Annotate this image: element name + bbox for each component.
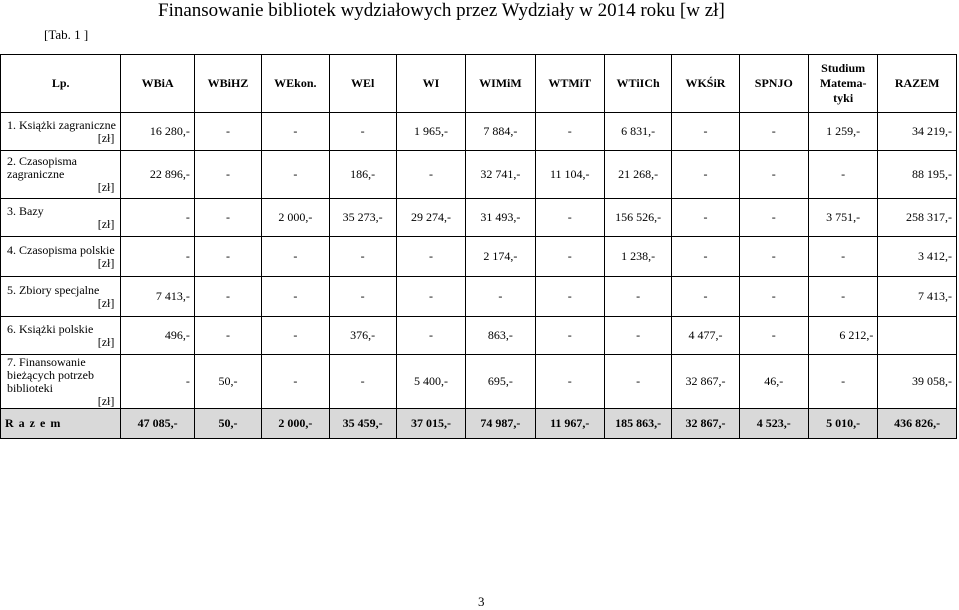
value-cell: 22 896,-: [121, 151, 194, 199]
row-label: 2. Czasopisma zagraniczne: [7, 154, 77, 181]
page-number: 3: [478, 594, 485, 609]
value-cell: 156 526,-: [604, 199, 671, 237]
total-value-cell: 4 523,-: [739, 409, 808, 439]
value-cell: 32 741,-: [466, 151, 535, 199]
value-cell: -: [604, 277, 671, 317]
row-label-cell: [1, 237, 121, 277]
value-cell: 4 477,-: [672, 317, 739, 355]
value-cell: -: [672, 237, 739, 277]
total-value-cell: 185 863,-: [604, 409, 671, 439]
value-cell: -: [396, 151, 465, 199]
column-header: WIMiM: [466, 55, 535, 113]
total-value-cell: 2 000,-: [262, 409, 329, 439]
value-cell: 695,-: [466, 355, 535, 409]
column-header: Studium Matema-tyki: [808, 55, 877, 113]
row-unit: [zł]: [97, 393, 115, 408]
value-cell: -: [262, 317, 329, 355]
value-cell: 1 238,-: [604, 237, 671, 277]
row-label: 7. Finansowanie bieżących potrzeb biblioteki: [7, 354, 94, 395]
value-cell: 46,-: [739, 355, 808, 409]
row-unit: [zł]: [97, 255, 115, 270]
column-header: WEl: [329, 55, 396, 113]
row-label-cell: [1, 151, 121, 199]
value-cell: 863,-: [466, 317, 535, 355]
column-header: WEkon.: [262, 55, 329, 113]
column-header: Lp.: [1, 55, 121, 113]
row-unit: [zł]: [97, 180, 115, 194]
value-cell: -: [396, 317, 465, 355]
value-cell: -: [194, 277, 261, 317]
value-cell: 376,-: [329, 317, 396, 355]
table-row: [1, 199, 957, 237]
value-cell: 16 280,-: [121, 113, 194, 151]
table-row: [1, 277, 957, 317]
value-cell: -: [262, 277, 329, 317]
column-header: WI: [396, 55, 465, 113]
row-total-cell: 6 212,-: [808, 317, 877, 355]
page-title: Finansowanie bibliotek wydziałowych przez Wydziały w 2014 roku [w zł]: [158, 0, 725, 21]
value-cell: 7 884,-: [466, 113, 535, 151]
table-row: [1, 317, 957, 355]
value-cell: -: [808, 355, 877, 409]
row-total-cell: 3 412,-: [878, 237, 957, 277]
value-cell: -: [329, 237, 396, 277]
row-total-cell: 39 058,-: [878, 355, 957, 409]
total-value-cell: 37 015,-: [396, 409, 465, 439]
row-label-cell: [1, 355, 121, 409]
value-cell: 1 965,-: [396, 113, 465, 151]
table-row: [1, 237, 957, 277]
value-cell: -: [672, 277, 739, 317]
total-value-cell: 11 967,-: [535, 409, 604, 439]
value-cell: 186,-: [329, 151, 396, 199]
value-cell: -: [329, 355, 396, 409]
row-label-cell: [1, 277, 121, 317]
total-row: [1, 409, 957, 439]
column-header-total: RAZEM: [878, 55, 957, 113]
column-header: WKŚiR: [672, 55, 739, 113]
value-cell: 32 867,-: [672, 355, 739, 409]
value-cell: -: [466, 277, 535, 317]
total-value-cell: 74 987,-: [466, 409, 535, 439]
value-cell: 2 174,-: [466, 237, 535, 277]
value-cell: -: [262, 355, 329, 409]
value-cell: -: [739, 113, 808, 151]
total-value-cell: 35 459,-: [329, 409, 396, 439]
total-value-cell: 5 010,-: [808, 409, 877, 439]
value-cell: -: [739, 317, 808, 355]
row-label-cell: [1, 317, 121, 355]
value-cell: -: [194, 113, 261, 151]
total-value-cell: 436 826,-: [878, 409, 957, 439]
table-row: [1, 355, 957, 409]
value-cell: -: [121, 355, 194, 409]
table-number-label: [Tab. 1 ]: [44, 27, 89, 42]
row-unit: [zł]: [97, 216, 115, 231]
row-label: 4. Czasopisma polskie: [7, 242, 115, 257]
column-header: WTiICh: [604, 55, 671, 113]
value-cell: 2 000,-: [262, 199, 329, 237]
value-cell: -: [739, 199, 808, 237]
value-cell: -: [739, 237, 808, 277]
value-cell: -: [194, 199, 261, 237]
row-unit: [zł]: [97, 130, 115, 145]
value-cell: -: [535, 199, 604, 237]
value-cell: 11 104,-: [535, 151, 604, 199]
value-cell: -: [262, 237, 329, 277]
total-label: R a z e m: [1, 409, 121, 439]
row-label: 5. Zbiory specjalne: [7, 282, 100, 297]
table-header-row: [1, 55, 957, 113]
value-cell: -: [262, 151, 329, 199]
total-value-cell: 50,-: [194, 409, 261, 439]
value-cell: -: [535, 237, 604, 277]
column-header: WTMiT: [535, 55, 604, 113]
value-cell: -: [535, 113, 604, 151]
column-header: WBiHZ: [194, 55, 261, 113]
table-body: [1, 113, 957, 439]
value-cell: -: [396, 277, 465, 317]
value-cell: 7 413,-: [121, 277, 194, 317]
row-total-cell: 88 195,-: [878, 151, 957, 199]
value-cell: -: [329, 277, 396, 317]
table-row: [1, 151, 957, 199]
total-value-cell: 47 085,-: [121, 409, 194, 439]
row-total-cell: 258 317,-: [878, 199, 957, 237]
row-unit: [zł]: [97, 295, 115, 310]
value-cell: -: [672, 113, 739, 151]
value-cell: -: [604, 355, 671, 409]
value-cell: -: [396, 237, 465, 277]
column-header: WBiA: [121, 55, 194, 113]
value-cell: -: [262, 113, 329, 151]
value-cell: 5 400,-: [396, 355, 465, 409]
row-label: 1. Książki zagraniczne: [7, 117, 116, 132]
value-cell: -: [535, 277, 604, 317]
financing-table: [0, 54, 957, 439]
row-unit: [zł]: [97, 334, 115, 349]
value-cell: -: [739, 277, 808, 317]
value-cell: -: [672, 199, 739, 237]
value-cell: -: [121, 237, 194, 277]
row-label-cell: [1, 113, 121, 151]
value-cell: -: [194, 151, 261, 199]
value-cell: 29 274,-: [396, 199, 465, 237]
row-label-cell: [1, 199, 121, 237]
value-cell: -: [194, 237, 261, 277]
value-cell: 1 259,-: [808, 113, 877, 151]
row-label: 6. Książki polskie: [7, 321, 94, 336]
value-cell: -: [535, 355, 604, 409]
row-total-cell: 7 413,-: [878, 277, 957, 317]
value-cell: -: [329, 113, 396, 151]
value-cell: -: [808, 237, 877, 277]
row-label: 3. Bazy: [7, 203, 44, 218]
value-cell: -: [739, 151, 808, 199]
value-cell: 21 268,-: [604, 151, 671, 199]
value-cell: -: [194, 317, 261, 355]
column-header: SPNJO: [739, 55, 808, 113]
value-cell: 3 751,-: [808, 199, 877, 237]
empty-cell: [878, 317, 957, 355]
value-cell: -: [808, 151, 877, 199]
value-cell: 35 273,-: [329, 199, 396, 237]
value-cell: -: [604, 317, 671, 355]
value-cell: 31 493,-: [466, 199, 535, 237]
value-cell: -: [535, 317, 604, 355]
value-cell: 50,-: [194, 355, 261, 409]
value-cell: 6 831,-: [604, 113, 671, 151]
value-cell: -: [121, 199, 194, 237]
row-total-cell: 34 219,-: [878, 113, 957, 151]
value-cell: -: [808, 277, 877, 317]
value-cell: -: [672, 151, 739, 199]
table-row: [1, 113, 957, 151]
total-value-cell: 32 867,-: [672, 409, 739, 439]
value-cell: 496,-: [121, 317, 194, 355]
